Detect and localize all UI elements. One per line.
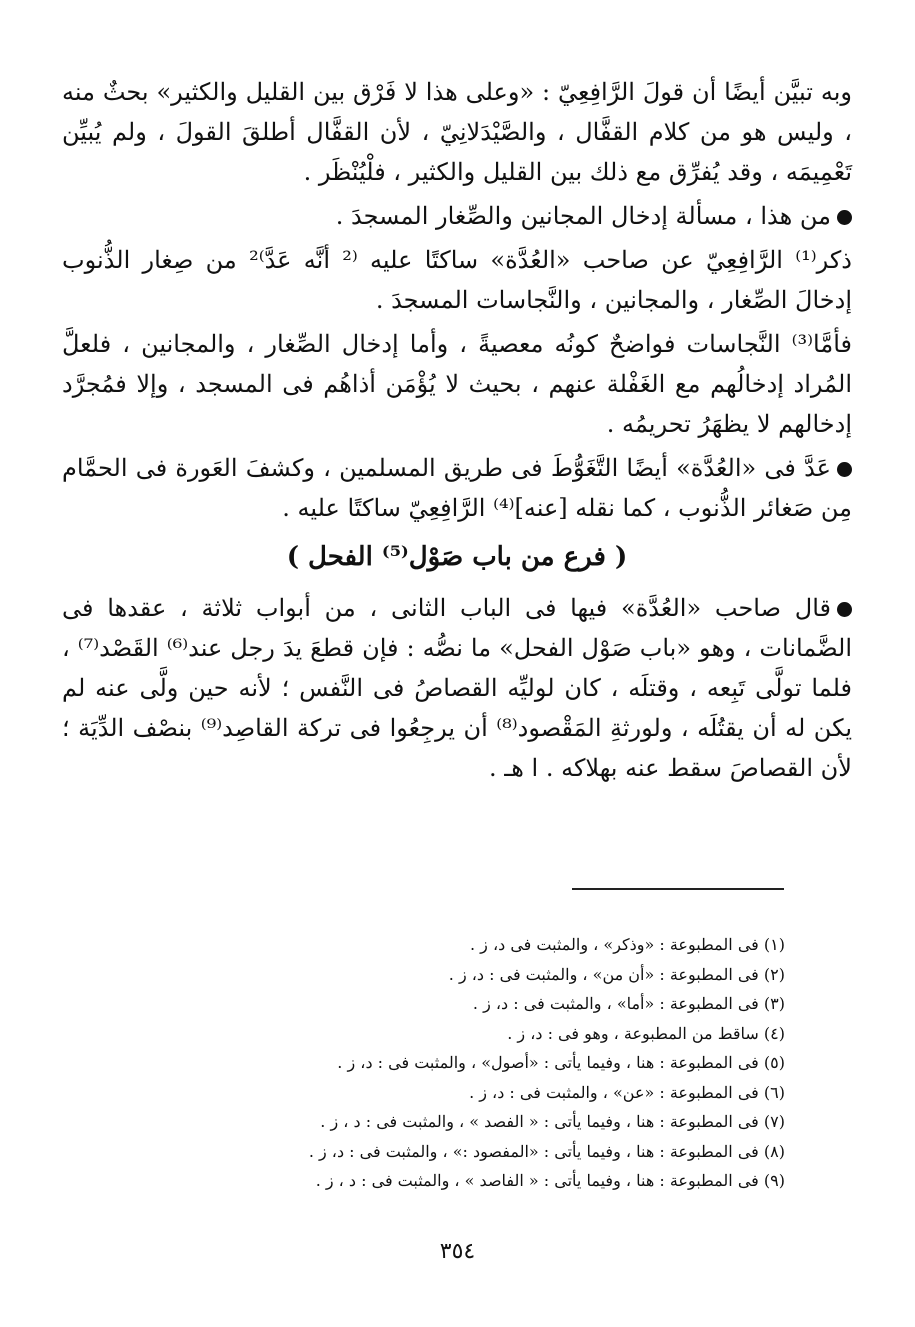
bullet-icon — [837, 602, 852, 617]
paragraph-4 — [62, 324, 852, 444]
footnote-item: (٩) فى المطبوعة : هنا ، وفيما يأتى : « الفاصد » ، والمثبت فى : د ، ز . — [315, 1171, 785, 1190]
paragraph-5-text: عَدَّ فى «العُدَّة» أيضًا التَّغَوُّطَ فى طريق المسلمين ، وكشفَ العَورة فى الحمَّام مِن صَغائر الذُّنوب ، كما نقله [عنه]⁽⁴⁾ الرَّافِعِيّ ساكتًا عليه . — [62, 454, 852, 522]
paragraph-3 — [62, 240, 852, 320]
paragraph-5 — [62, 448, 852, 528]
page-number: ٣٥٤ — [439, 1239, 476, 1264]
footnote-item: (٨) فى المطبوعة : هنا ، وفيما يأتى : «المفصود :» ، والمثبت فى : د، ز . — [308, 1141, 785, 1161]
section-heading: ( فرع من باب صَوْل⁽⁵⁾ الفحل ) — [286, 542, 628, 572]
paragraph-6 — [62, 588, 852, 788]
bullet-icon — [837, 462, 852, 477]
page-body — [62, 72, 852, 788]
footnote-item: (٦) فى المطبوعة : «عن» ، والمثبت فى : د، ز . — [469, 1082, 785, 1102]
paragraph-1-text: وبه تبيَّن أيضًا أن قولَ الرَّافِعِيّ : «وعلى هذا لا فَرْق بين القليل والكثير» بحثٌ منه ، وليس هو من كلام القفَّال ، والصَّيْدَلانِيّ ، لأن القفَّال أطلقَ القولَ ، ولم يُبيِّن تَعْمِيمَه ، وقد يُفرِّق مع ذلك بين القليل والكثير ، فلْيُنْظَر . — [62, 78, 852, 186]
paragraph-3-text: ذكر⁽¹⁾ الرَّافِعِيّ عن صاحب «العُدَّة» ساكتًا عليه ⁽² أنَّه عَدَّ⁾² من صِغار الذُّنوب إدخالَ الصِّغار ، والمجانين ، والنَّجاسات المسجدَ . — [62, 246, 852, 314]
footnote-item: (٧) فى المطبوعة : هنا ، وفيما يأتى : « الفصد » ، والمثبت فى : د ، ز . — [320, 1112, 785, 1131]
footnotes-list — [225, 930, 785, 1196]
footnote-item: (٢) فى المطبوعة : «أن من» ، والمثبت فى : د، ز . — [448, 964, 785, 984]
paragraph-2-text: من هذا ، مسألة إدخال المجانين والصِّغار المسجدَ . — [335, 202, 831, 230]
footnote-item: (٤) ساقط من المطبوعة ، وهو فى : د، ز . — [507, 1023, 785, 1043]
bullet-icon — [837, 210, 852, 225]
paragraph-6-text: قال صاحب «العُدَّة» فيها فى الباب الثانى ، من أبواب ثلاثة ، عقدها فى الضَّمانات ، وهو «باب صَوْل الفحل» ما نصُّه : فإن قطعَ يدَ رجل عند⁽⁶⁾ القَصْد⁽⁷⁾ ، فلما تولَّى تَبِعه ، وقتلَه ، كان لوليِّه القصاصُ فى النَّفس ؛ لأنه حين ولَّى عنه لم يكن له أن يقتُلَه ، ولورثةِ المَقْصود⁽⁸⁾ أن يرجِعُوا فى تركة القاصِد⁽⁹⁾ بنصْف الدِّيَة ؛ لأن القصاصَ سقط عنه بهلاكه . ا هـ . — [62, 594, 852, 782]
paragraph-2 — [62, 196, 852, 236]
paragraph-4-text: فأمَّا⁽³⁾ النَّجاسات فواضحٌ كونُه معصيةً ، وأما إدخال الصِّغار ، والمجانين ، فلعلَّ المُراد إدخالُهم مع الغَفْلة عنهم ، بحيث لا يُؤْمَن أذاهُم فى المسجد ، وإلا فمُجرَّد إدخالهم لا يظهَرُ تحريمُه . — [62, 330, 852, 438]
footnote-divider — [572, 888, 784, 890]
paragraph-1 — [62, 72, 852, 192]
footnote-item: (١) فى المطبوعة : «وذكر» ، والمثبت فى د، ز . — [469, 935, 785, 954]
footnote-item: (٣) فى المطبوعة : «أما» ، والمثبت فى : د، ز . — [472, 994, 785, 1013]
footnote-item: (٥) فى المطبوعة : هنا ، وفيما يأتى : «أصول» ، والمثبت فى : د، ز . — [337, 1053, 785, 1072]
